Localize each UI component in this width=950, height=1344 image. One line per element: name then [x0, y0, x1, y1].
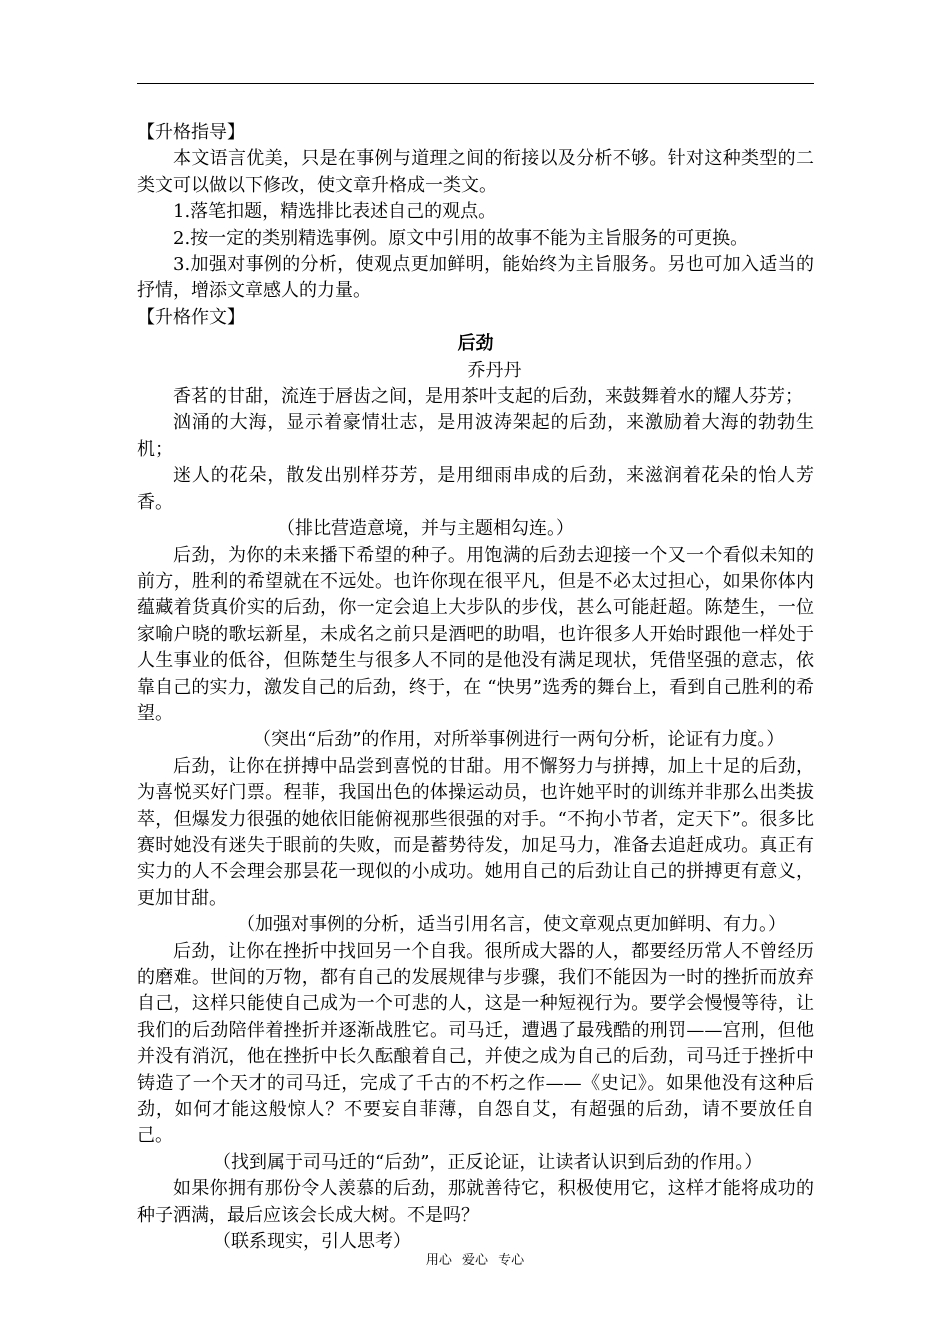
essay-paragraph: 汹涌的大海，显示着豪情壮志，是用波涛架起的后劲，来激励着大海的勃勃生机； — [137, 412, 814, 460]
editor-comment: （联系现实，引人思考） — [213, 1231, 411, 1253]
essay-paragraph: 后劲，为你的未来播下希望的种子。用饱满的后劲去迎接一个又一个看似未知的前方，胜利的希望就在不远处。也许你现在很平凡，但是不必太过担心，如果你体内蕴藏着货真价实的后劲，你一定会追上大步队的步伐，甚么可能赶超。陈楚生，一位家喻户晓的歌坛新星，未成名之前只是酒吧的助唱，也许很多人开始时跟他一样处于人生事业的低谷，但陈楚生与很多人不同的是他没有满足现状，凭借坚强的意志，依靠自己的实力，激发自己的后劲，终于，在 “快男”选秀的舞台上，看到自己胜利的希望。 — [137, 544, 814, 724]
guide-item: 3.加强对事例的分析，使观点更加鲜明，能始终为主旨服务。另也可加入适当的抒情，增添文章感人的力量。 — [137, 254, 814, 302]
editor-comment: （突出“后劲”的作用，对所举事例进行一两句分析，论证有力度。） — [253, 729, 785, 751]
guide-intro: 本文语言优美，只是在事例与道理之间的衔接以及分析不够。针对这种类型的二类文可以做以下修改，使文章升格成一类文。 — [137, 148, 814, 196]
guide-heading: 【升格指导】 — [137, 122, 245, 143]
page-footer: 用心 爱心 专心 — [425, 1253, 525, 1268]
editor-comment: （加强对事例的分析，适当引用名言，使文章观点更加鲜明、有力。） — [237, 914, 786, 936]
essay-author: 乔丹丹 — [467, 359, 522, 381]
document-body — [137, 120, 814, 1255]
header-rule — [137, 83, 814, 84]
guide-item: 2.按一定的类别精选事例。原文中引用的故事不能为主旨服务的可更换。 — [173, 227, 749, 249]
essay-heading: 【升格作文】 — [137, 306, 245, 328]
editor-comment: （找到属于司马迁的“后劲”，正反论证，让读者认识到后劲的作用。） — [213, 1151, 763, 1173]
essay-title: 后劲 — [457, 333, 494, 355]
essay-paragraph: 后劲，让你在挫折中找回另一个自我。很所成大器的人，都要经历常人不曾经历的磨难。世间的万物，都有自己的发展规律与步骤，我们不能因为一时的挫折而放弃自己，这样只能使自己成为一个可悲的人，这是一种短视行为。要学会慢慢等待，让我们的后劲陪伴着挫折并逐渐战胜它。司马迁，遭遇了最残酷的刑罚——宫刑，但他并没有消沉，他在挫折中长久酝酿着自己，并使之成为自己的后劲，司马迁于挫折中铸造了一个天才的司马迁，完成了千古的不朽之作——《史记》。如果他没有这种后劲，如何才能这般惊人？不要妄自菲薄，自怨自艾，有超强的后劲，请不要放任自己。 — [137, 940, 814, 1147]
essay-paragraph: 香茗的甘甜，流连于唇齿之间，是用茶叶支起的后劲，来鼓舞着水的耀人芬芳； — [173, 386, 803, 408]
essay-paragraph: 后劲，让你在拼搏中品尝到喜悦的甘甜。用不懈努力与拼搏，加上十足的后劲，为喜悦买好门票。程菲，我国出色的体操运动员，也许她平时的训练并非那么出类拔萃，但爆发力很强的她依旧能俯视那些很强的对手。“不拘小节者，定天下”。很多比赛时她没有迷失于眼前的失败，而是蓄势待发，加足马力，准备去追赶成功。真正有实力的人不会理会那昙花一现似的小成功。她用自己的后劲让自己的拼搏更有意义，更加甘甜。 — [137, 755, 814, 909]
essay-paragraph: 迷人的花朵，散发出别样芬芳，是用细雨串成的后劲，来滋润着花朵的怡人芳香。 — [137, 465, 814, 513]
essay-paragraph: 如果你拥有那份令人羡慕的后劲，那就善待它，积极使用它，这样才能将成功的种子洒满，最后应该会长成大树。不是吗？ — [137, 1178, 814, 1226]
guide-item: 1.落笔扣题，精选排比表述自己的观点。 — [173, 201, 497, 223]
editor-comment: （排比营造意境，并与主题相勾连。） — [277, 518, 574, 540]
